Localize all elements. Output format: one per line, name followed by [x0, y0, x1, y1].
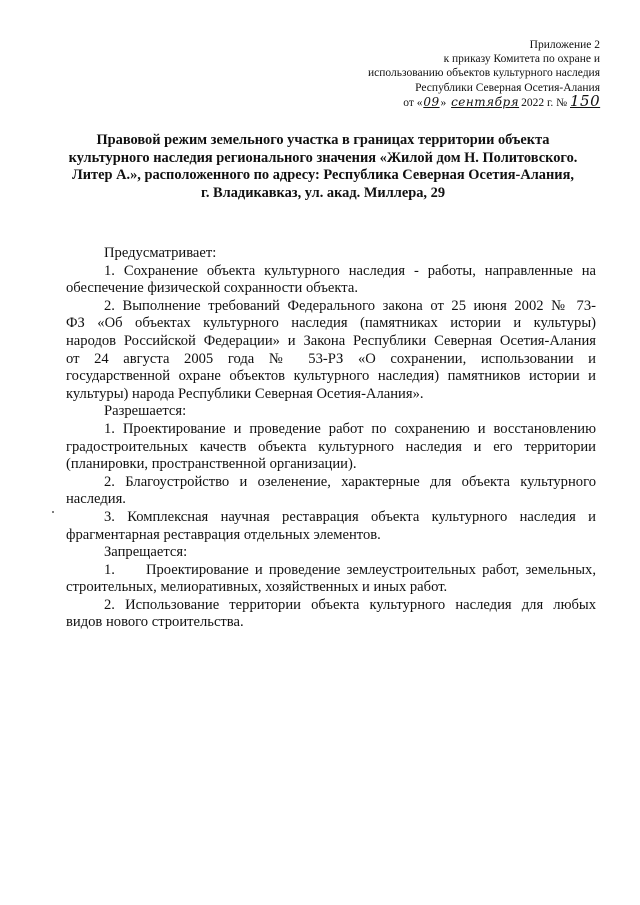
appendix-order-ref: к приказу Комитета по охране и [443, 53, 600, 66]
text-line: 1. Проектирование и проведение работ по сохранению и восстановлению [104, 420, 596, 437]
prohibited-heading: Запрещается: [104, 544, 188, 561]
handwritten-day: 09 [423, 94, 440, 109]
document-title [58, 132, 588, 202]
text-line: государственной охране объектов культурного наследия) памятников истории и [66, 368, 596, 385]
date-year: 2022 г. № [521, 96, 568, 109]
appendix-committee: использованию объектов культурного наследия [367, 67, 600, 80]
text-line: обеспечение физической сохранности объекта. [66, 280, 358, 297]
appendix-label: Приложение 2 [529, 39, 600, 51]
text-line: 2. Благоустройство и озеленение, характерные для объекта культурного [104, 473, 596, 490]
appendix-republic: Республики Северная Осетия-Алания [415, 81, 600, 94]
text-line: 3. Комплексная научная реставрация объекта культурного наследия и [104, 508, 596, 525]
allowed-item-3 [66, 509, 596, 544]
title-line-1: Правовой режим земельного участка в границах территории объекта [96, 132, 550, 148]
title-line-3: Литер А.», расположенного по адресу: Республика Северная Осетия-Алания, [72, 167, 574, 183]
date-mid: » [440, 96, 447, 109]
text-line: народов Российской Федерации» и Закона Республики Северная Осетия-Алания [66, 332, 596, 349]
appendix-date-line [300, 91, 601, 110]
text-line: наследия. [66, 491, 126, 508]
allowed-item-2 [66, 474, 596, 509]
title-line-2: культурного наследия регионального значения «Жилой дом Н. Политовского. [68, 149, 578, 166]
text-line: ФЗ «Об объектах культурного наследия (памятниках истории и культуры) [66, 315, 596, 332]
title-line-4: г. Владикавказ, ул. акад. Миллера, 29 [200, 184, 446, 201]
text-line: 2. Выполнение требований Федерального закона от 25 июня 2002 № 73- [104, 297, 596, 314]
handwritten-order-number: 150 [570, 91, 601, 110]
text-line: градостроительных качеств объекта культурного наследия и его территории [66, 438, 596, 455]
provides-item-2 [66, 298, 596, 404]
text-line: 1. Сохранение объекта культурного наследия - работы, направленные на [104, 262, 596, 279]
handwritten-month: сентября [451, 94, 520, 109]
prohibited-item-2 [66, 597, 596, 632]
text-line: от 24 августа 2005 года № 53-РЗ «О сохранении, использовании и [66, 350, 596, 367]
text-line: 1. Проектирование и проведение землеустроительных работ, земельных, [104, 561, 596, 578]
text-line: культуры) народа Республики Северная Осетия-Алания». [66, 385, 424, 402]
provides-item-1 [66, 263, 596, 298]
text-line: фрагментарная реставрация отдельных элементов. [66, 526, 381, 543]
provides-heading: Предусматривает: [104, 245, 217, 261]
text-line: строительных, мелиоративных, хозяйственных и иных работ. [66, 579, 448, 596]
prohibited-item-1 [66, 562, 596, 597]
text-line: (планировки, пространственной организации). [66, 456, 357, 473]
date-prefix: от « [403, 96, 423, 109]
text-line: 2. Использование территории объекта культурного наследия для любых [104, 596, 596, 613]
document-body [66, 245, 596, 632]
scan-speck [52, 511, 54, 513]
allowed-heading: Разрешается: [104, 403, 187, 420]
appendix-header [300, 38, 600, 110]
allowed-item-1 [66, 421, 596, 474]
text-line: видов нового строительства. [66, 614, 244, 631]
